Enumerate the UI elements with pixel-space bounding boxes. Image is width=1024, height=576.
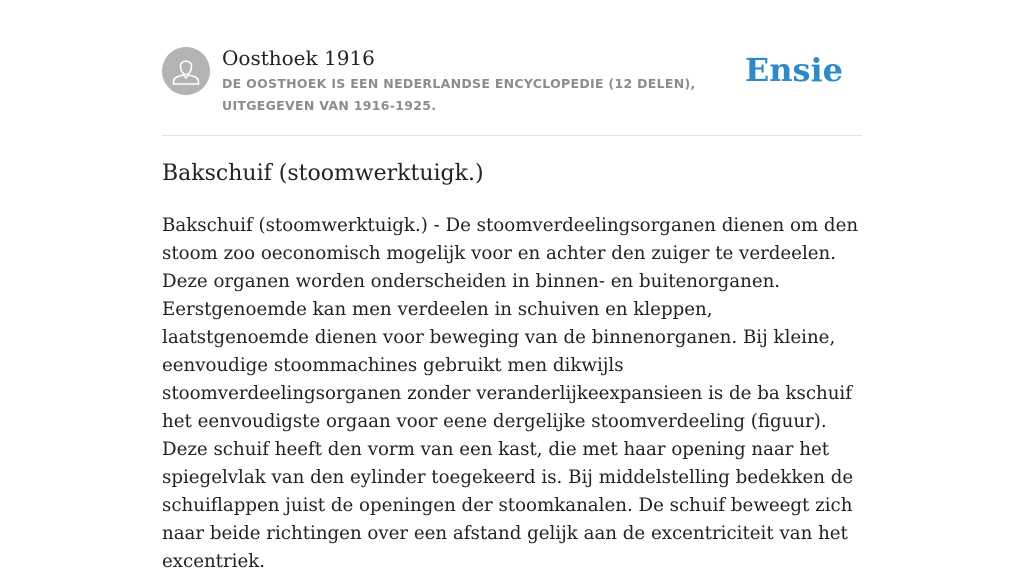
source-avatar[interactable] xyxy=(162,47,210,95)
article-title: Bakschuif (stoomwerktuigk.) xyxy=(162,161,484,186)
source-description: DE OOSTHOEK IS EEN NEDERLANDSE ENCYCLOPEDIE (12 DELEN), UITGEGEVEN VAN 1916-1925. xyxy=(222,76,696,113)
ensie-logo[interactable]: Ensie xyxy=(744,51,843,89)
user-silhouette-icon xyxy=(162,47,210,95)
source-name[interactable]: Oosthoek 1916 xyxy=(222,46,375,70)
source-header xyxy=(162,46,862,116)
header-divider xyxy=(162,135,862,136)
article-body: Bakschuif (stoomwerktuigk.) - De stoomverdeelingsorganen dienen om den stoom zoo oeconomisch mogelijk voor en achter den zuiger te verdeelen. Deze organen worden onderscheiden in binnen- en buitenorganen. Eerstgenoemde kan men verdeelen in schuiven en kleppen, laatstgenoemde dienen voor beweging van de binnenorganen. Bij kleine, eenvoudige stoommachines gebruikt men dikwijls stoomverdeelingsorganen zonder veranderlijkeexpansieen is de ba kschuif het eenvoudigste orgaan voor eene dergelijke stoomverdeeling (figuur). Deze schuif heeft den vorm van een kast, die met haar opening naar het spiegelvlak van den eylinder toegekeerd is. Bij middelstelling bedekken de schuiflappen juist de openingen der stoomkanalen. De schuif beweegt zich naar beide richtingen over een afstand gelijk aan de excentriciteit van het excentriek. xyxy=(162,215,859,572)
